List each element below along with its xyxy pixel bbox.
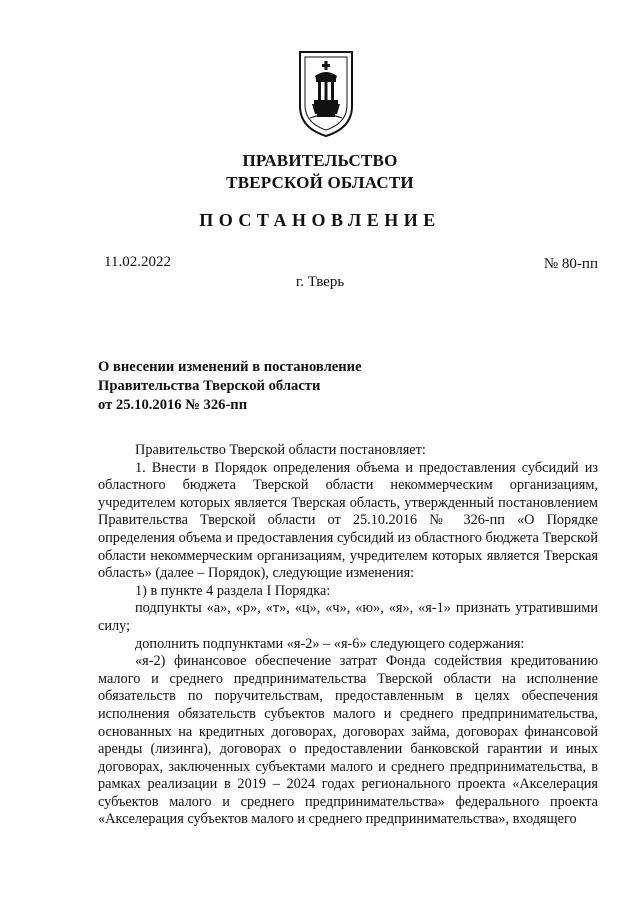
document-date: 11.02.2022 <box>104 254 171 270</box>
document-type: ПОСТАНОВЛЕНИЕ <box>199 210 441 230</box>
coat-of-arms-icon <box>296 48 356 138</box>
document-number: № 80-пп <box>543 256 598 272</box>
government-title-line1: ПРАВИТЕЛЬСТВО <box>242 151 398 170</box>
document-subject <box>98 358 362 415</box>
body-paragraph: подпункты «а», «р», «т», «ц», «ч», «ю», «я», «я-1» признать утратившими силу; <box>98 600 598 634</box>
body-paragraph: 1) в пункте 4 раздела I Порядка: <box>135 582 331 599</box>
body-paragraph: Правительство Тверской области постановляет: <box>135 442 426 458</box>
document-body <box>98 442 598 829</box>
subject-line: Правительства Тверской области <box>98 378 321 394</box>
body-paragraph: дополнить подпунктами «я-2» – «я-6» следующего содержания: <box>135 635 525 652</box>
subject-line: О внесении изменений в постановление <box>98 359 362 375</box>
subject-line: от 25.10.2016 № 326-пп <box>98 397 248 413</box>
body-paragraph: «я-2) финансовое обеспечение затрат Фонда содействия кредитованию малого и среднего предпринимательства Тверской области на исполнение обязательств по поручительствам, предоставленным в целях обеспечения исполнения обязательств субъектов малого и среднего предпринимательства, основанных на кредитных договорах, договорах займа, договорах финансовой аренды (лизинга), договорах о предоставлении банковской гарантии и иных договорах, заключенных субъектами малого и среднего предпринимательства, в рамках реализации в 2019 – 2024 годах регионального проекта «Акселерация субъектов малого и среднего предпринимательства» федерального проекта «Акселерация субъектов малого и среднего предпринимательства», входящего <box>98 653 598 828</box>
government-title-line2: ТВЕРСКОЙ ОБЛАСТИ <box>226 173 414 192</box>
document-city: г. Тверь <box>295 274 345 290</box>
body-paragraph: 1. Внести в Порядок определения объема и предоставления субсидий из областного бюджета Тверской области некоммерческим организациям, учредителем которых является Тверская область, утвержденный постановлением Правительства Тверской области от 25.10.2016 № 326-пп «О Порядке определения объема и предоставления субсидий из областного бюджета Тверской области некоммерческим организациям, учредителем которых является Тверская область» (далее – Порядок), следующие изменения: <box>98 459 598 582</box>
